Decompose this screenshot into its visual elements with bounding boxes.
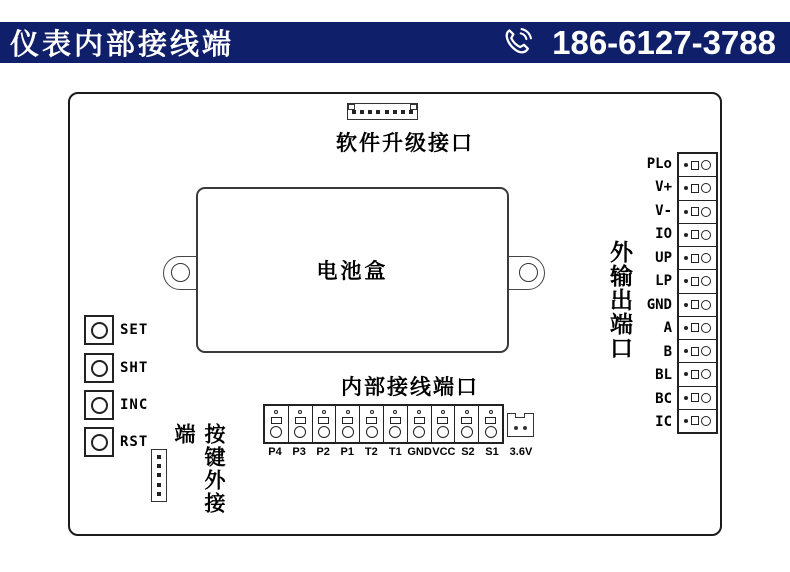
terminal-label: PLo [646, 155, 672, 172]
terminal-label: BC [655, 390, 672, 407]
phone-number: 186-6127-3788 [552, 23, 776, 61]
terminal-label: S1 [485, 446, 499, 458]
terminal-label: P2 [316, 446, 330, 458]
button-inc[interactable] [84, 390, 114, 420]
pin [401, 110, 405, 114]
pin [368, 110, 372, 114]
terminal-label: GND [646, 296, 672, 313]
terminal-label: BL [655, 367, 672, 384]
pin [393, 110, 397, 114]
button-rst[interactable] [84, 427, 114, 457]
pin [157, 483, 161, 487]
connector-notch [348, 104, 355, 110]
software-upgrade-label: 软件升级接口 [336, 131, 474, 155]
output-port-title: 外输出端口 [607, 240, 632, 360]
terminal-cell-gnd [408, 406, 432, 442]
pin [157, 492, 161, 496]
phone-icon [500, 25, 536, 61]
terminal-label: LP [655, 273, 672, 290]
internal-port-title: 内部接线端口 [341, 375, 479, 399]
terminal-cell-vcc [432, 406, 456, 442]
button-hole [91, 360, 108, 377]
device-outline [68, 92, 722, 536]
terminal-cell-ic [679, 410, 716, 432]
terminal-label: T2 [364, 446, 378, 458]
terminal-cell-lp [679, 270, 716, 293]
mounting-hole-left [171, 263, 190, 282]
keypad-external-connector [151, 449, 167, 502]
terminal-label: S2 [461, 446, 475, 458]
terminal-label: GND [407, 446, 432, 458]
terminal-cell-a [679, 317, 716, 340]
terminal-cell-b [679, 340, 716, 363]
terminal-label: B [663, 343, 672, 360]
terminal-cell-plo [679, 154, 716, 177]
terminal-cell-p1 [336, 406, 360, 442]
terminal-label: V- [655, 202, 672, 219]
terminal-label: IO [655, 226, 672, 243]
terminal-cell-t1 [384, 406, 408, 442]
pin [352, 110, 356, 114]
terminal-cell-vplus [679, 177, 716, 200]
terminal-label: P4 [268, 446, 282, 458]
terminal-cell-p3 [289, 406, 313, 442]
button-hole [91, 322, 108, 339]
terminal-cell-bc [679, 387, 716, 410]
terminal-cell-p2 [313, 406, 337, 442]
terminal-cell-up [679, 247, 716, 270]
terminal-label: UP [655, 249, 672, 266]
pin [157, 473, 161, 477]
software-upgrade-connector [347, 103, 418, 120]
terminal-label: V+ [655, 179, 672, 196]
pin [360, 110, 364, 114]
internal-port-labels [263, 446, 504, 458]
connector-notch [410, 104, 417, 110]
pin [514, 426, 518, 430]
pin [157, 455, 161, 459]
button-set[interactable] [84, 315, 114, 345]
button-sht-label: SHT [120, 360, 149, 376]
pin [523, 426, 527, 430]
terminal-label: A [663, 320, 672, 337]
internal-port-strip [263, 404, 504, 444]
button-set-label: SET [120, 322, 149, 338]
battery-box-label: 电池盒 [316, 259, 389, 283]
pin [376, 110, 380, 114]
connector-notch [515, 413, 525, 418]
phone-block [500, 24, 776, 62]
header-bar [0, 22, 790, 63]
terminal-label: IC [655, 414, 672, 431]
button-sht[interactable] [84, 353, 114, 383]
terminal-label: T1 [388, 446, 402, 458]
terminal-cell-vminus [679, 201, 716, 224]
terminal-label: VCC [432, 446, 456, 458]
terminal-cell-gnd [679, 294, 716, 317]
battery-box [196, 187, 509, 353]
button-rst-label: RST [120, 434, 149, 450]
pin [409, 110, 413, 114]
output-port-labels [598, 152, 672, 434]
terminal-cell-s2 [455, 406, 479, 442]
button-hole [91, 434, 108, 451]
mounting-hole-right [519, 263, 538, 282]
pin [157, 464, 161, 468]
pin [385, 110, 389, 114]
terminal-cell-bl [679, 363, 716, 386]
terminal-cell-io [679, 224, 716, 247]
battery-36v-label: 3.6V [509, 446, 533, 458]
terminal-label: P1 [340, 446, 354, 458]
keypad-external-label: 按键外接端 [172, 423, 226, 515]
button-hole [91, 397, 108, 414]
battery-36v-connector [507, 413, 534, 437]
terminal-label: P3 [292, 446, 306, 458]
output-port-column [677, 152, 718, 434]
terminal-cell-t2 [360, 406, 384, 442]
page-title: 仪表内部接线端 [10, 29, 235, 61]
button-inc-label: INC [120, 397, 149, 413]
terminal-cell-p4 [265, 406, 289, 442]
terminal-cell-s1 [479, 406, 502, 442]
